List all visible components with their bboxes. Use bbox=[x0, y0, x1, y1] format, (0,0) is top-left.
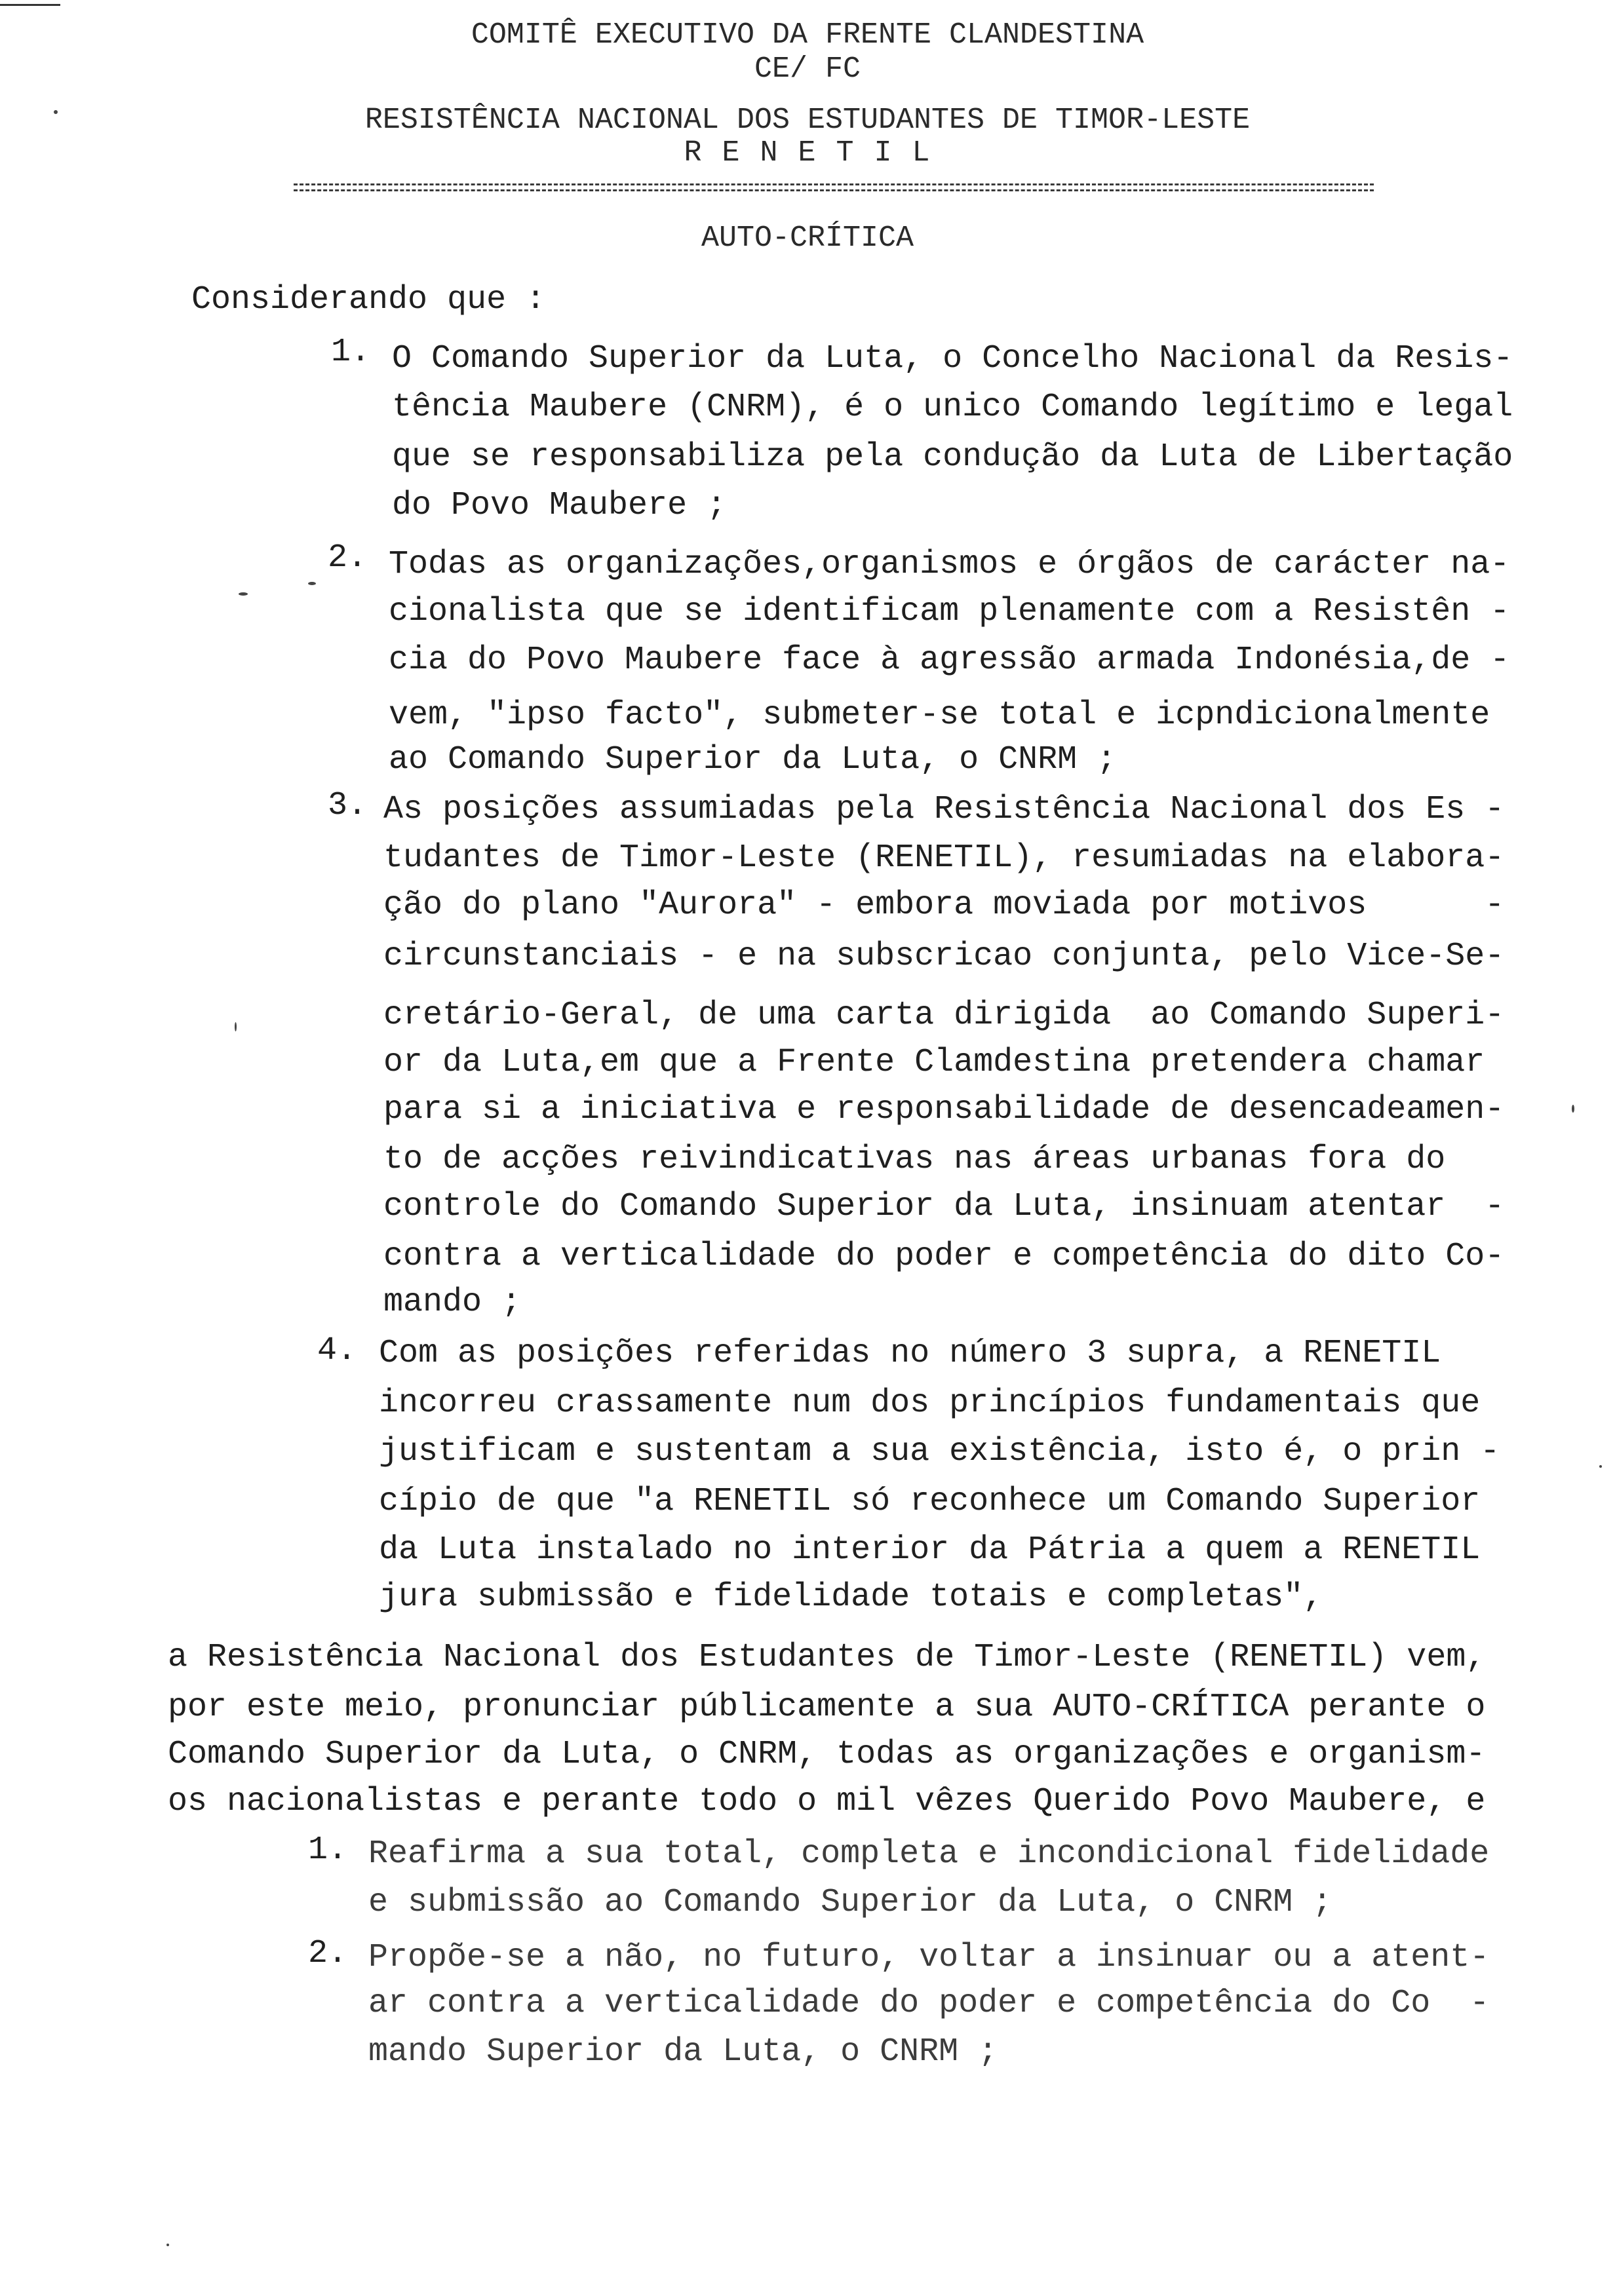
consideration-1-line: tência Maubere (CNRM), é o unico Comando legítimo e legal bbox=[392, 389, 1513, 426]
consideration-4-line: cípio de que "a RENETIL só reconhece um Comando Superior bbox=[379, 1483, 1481, 1520]
consideration-3-line: controle do Comando Superior da Luta, insinuam atentar - bbox=[383, 1188, 1505, 1225]
conclusion-line: os nacionalistas e perante todo o mil vêzes Querido Povo Maubere, e bbox=[168, 1783, 1486, 1820]
consideration-1-line: do Povo Maubere ; bbox=[392, 487, 727, 524]
scan-speck bbox=[166, 2244, 169, 2246]
consideration-2-line: cionalista que se identificam plenamente com a Resistên - bbox=[389, 593, 1510, 630]
consideration-2-line: cia do Povo Maubere face à agressão armada Indonésia,de - bbox=[389, 641, 1510, 679]
consideration-3-line: para si a iniciativa e responsabilidade de desencadeamen- bbox=[383, 1091, 1505, 1128]
header-committee: COMITÊ EXECUTIVO DA FRENTE CLANDESTINA bbox=[471, 18, 1144, 52]
header-committee-abbrev: CE/ FC bbox=[754, 52, 861, 86]
header-double-rule bbox=[294, 181, 1374, 195]
consideration-2-number: 2. bbox=[328, 539, 368, 577]
document-title: AUTO-CRÍTICA bbox=[701, 221, 914, 255]
scan-speck bbox=[308, 582, 316, 585]
intro-text: Considerando que : bbox=[191, 281, 546, 318]
consideration-3-line: As posições assumiadas pela Resistência Nacional dos Es - bbox=[383, 791, 1505, 828]
consideration-2-line: vem, "ipso facto", submeter-se total e icpndicionalmente bbox=[389, 697, 1490, 734]
consideration-3-line: or da Luta,em que a Frente Clamdestina pretendera chamar bbox=[383, 1044, 1485, 1081]
consideration-3-line: circunstanciais - e na subscricao conjunta, pelo Vice-Se- bbox=[383, 938, 1505, 975]
consideration-3-line: contra a verticalidade do poder e competência do dito Co- bbox=[383, 1238, 1505, 1275]
resolution-2-line: mando Superior da Luta, o CNRM ; bbox=[368, 2033, 998, 2071]
resolution-2-line: Propõe-se a não, no futuro, voltar a insinuar ou a atent- bbox=[368, 1939, 1490, 1976]
consideration-4-line: jura submissão e fidelidade totais e completas", bbox=[379, 1578, 1323, 1616]
resolution-2-number: 2. bbox=[308, 1935, 348, 1972]
resolution-2-line: ar contra a verticalidade do poder e competência do Co - bbox=[368, 1985, 1490, 2022]
consideration-4-line: da Luta instalado no interior da Pátria a quem a RENETIL bbox=[379, 1531, 1481, 1569]
consideration-2-line: ao Comando Superior da Luta, o CNRM ; bbox=[389, 741, 1117, 778]
scan-speck bbox=[239, 592, 248, 596]
consideration-3-line: to de acções reivindicativas nas áreas urbanas fora do bbox=[383, 1141, 1446, 1178]
corner-mark bbox=[0, 4, 60, 6]
consideration-2-line: Todas as organizações,organismos e órgãos de carácter na- bbox=[389, 546, 1510, 583]
resolution-1-line: Reafirma a sua total, completa e incondicional fidelidade bbox=[368, 1835, 1490, 1873]
consideration-1-line: que se responsabiliza pela condução da Luta de Libertação bbox=[392, 438, 1513, 476]
consideration-3-number: 3. bbox=[328, 787, 368, 824]
scan-speck bbox=[1572, 1105, 1574, 1113]
consideration-4-line: justificam e sustentam a sua existência, isto é, o prin - bbox=[379, 1433, 1500, 1470]
consideration-4-line: incorreu crassamente num dos princípios fundamentais que bbox=[379, 1385, 1481, 1422]
consideration-4-number: 4. bbox=[317, 1332, 357, 1369]
consideration-3-line: mando ; bbox=[383, 1284, 522, 1321]
consideration-3-line: cretário-Geral, de uma carta dirigida ao Comando Superi- bbox=[383, 997, 1505, 1034]
consideration-3-line: tudantes de Timor-Leste (RENETIL), resumiadas na elabora- bbox=[383, 839, 1505, 877]
conclusion-line: por este meio, pronunciar públicamente a sua AUTO-CRÍTICA perante o bbox=[168, 1689, 1486, 1726]
consideration-3-line: ção do plano "Aurora" - embora moviada por motivos - bbox=[383, 887, 1505, 924]
header-organization-abbrev: R E N E T I L bbox=[684, 136, 931, 170]
conclusion-line: Comando Superior da Luta, o CNRM, todas as organizações e organism- bbox=[168, 1736, 1486, 1773]
scan-speck bbox=[54, 110, 58, 114]
resolution-1-line: e submissão ao Comando Superior da Luta, o CNRM ; bbox=[368, 1884, 1333, 1921]
conclusion-line: a Resistência Nacional dos Estudantes de Timor-Leste (RENETIL) vem, bbox=[168, 1639, 1486, 1676]
scan-speck bbox=[1599, 1465, 1602, 1468]
consideration-4-line: Com as posições referidas no número 3 supra, a RENETIL bbox=[379, 1335, 1441, 1372]
header-organization: RESISTÊNCIA NACIONAL DOS ESTUDANTES DE TIMOR-LESTE bbox=[364, 104, 1251, 137]
scan-speck bbox=[235, 1022, 237, 1031]
consideration-1-number: 1. bbox=[331, 334, 371, 371]
resolution-1-number: 1. bbox=[308, 1831, 348, 1869]
consideration-1-line: O Comando Superior da Luta, o Concelho Nacional da Resis- bbox=[392, 340, 1513, 377]
